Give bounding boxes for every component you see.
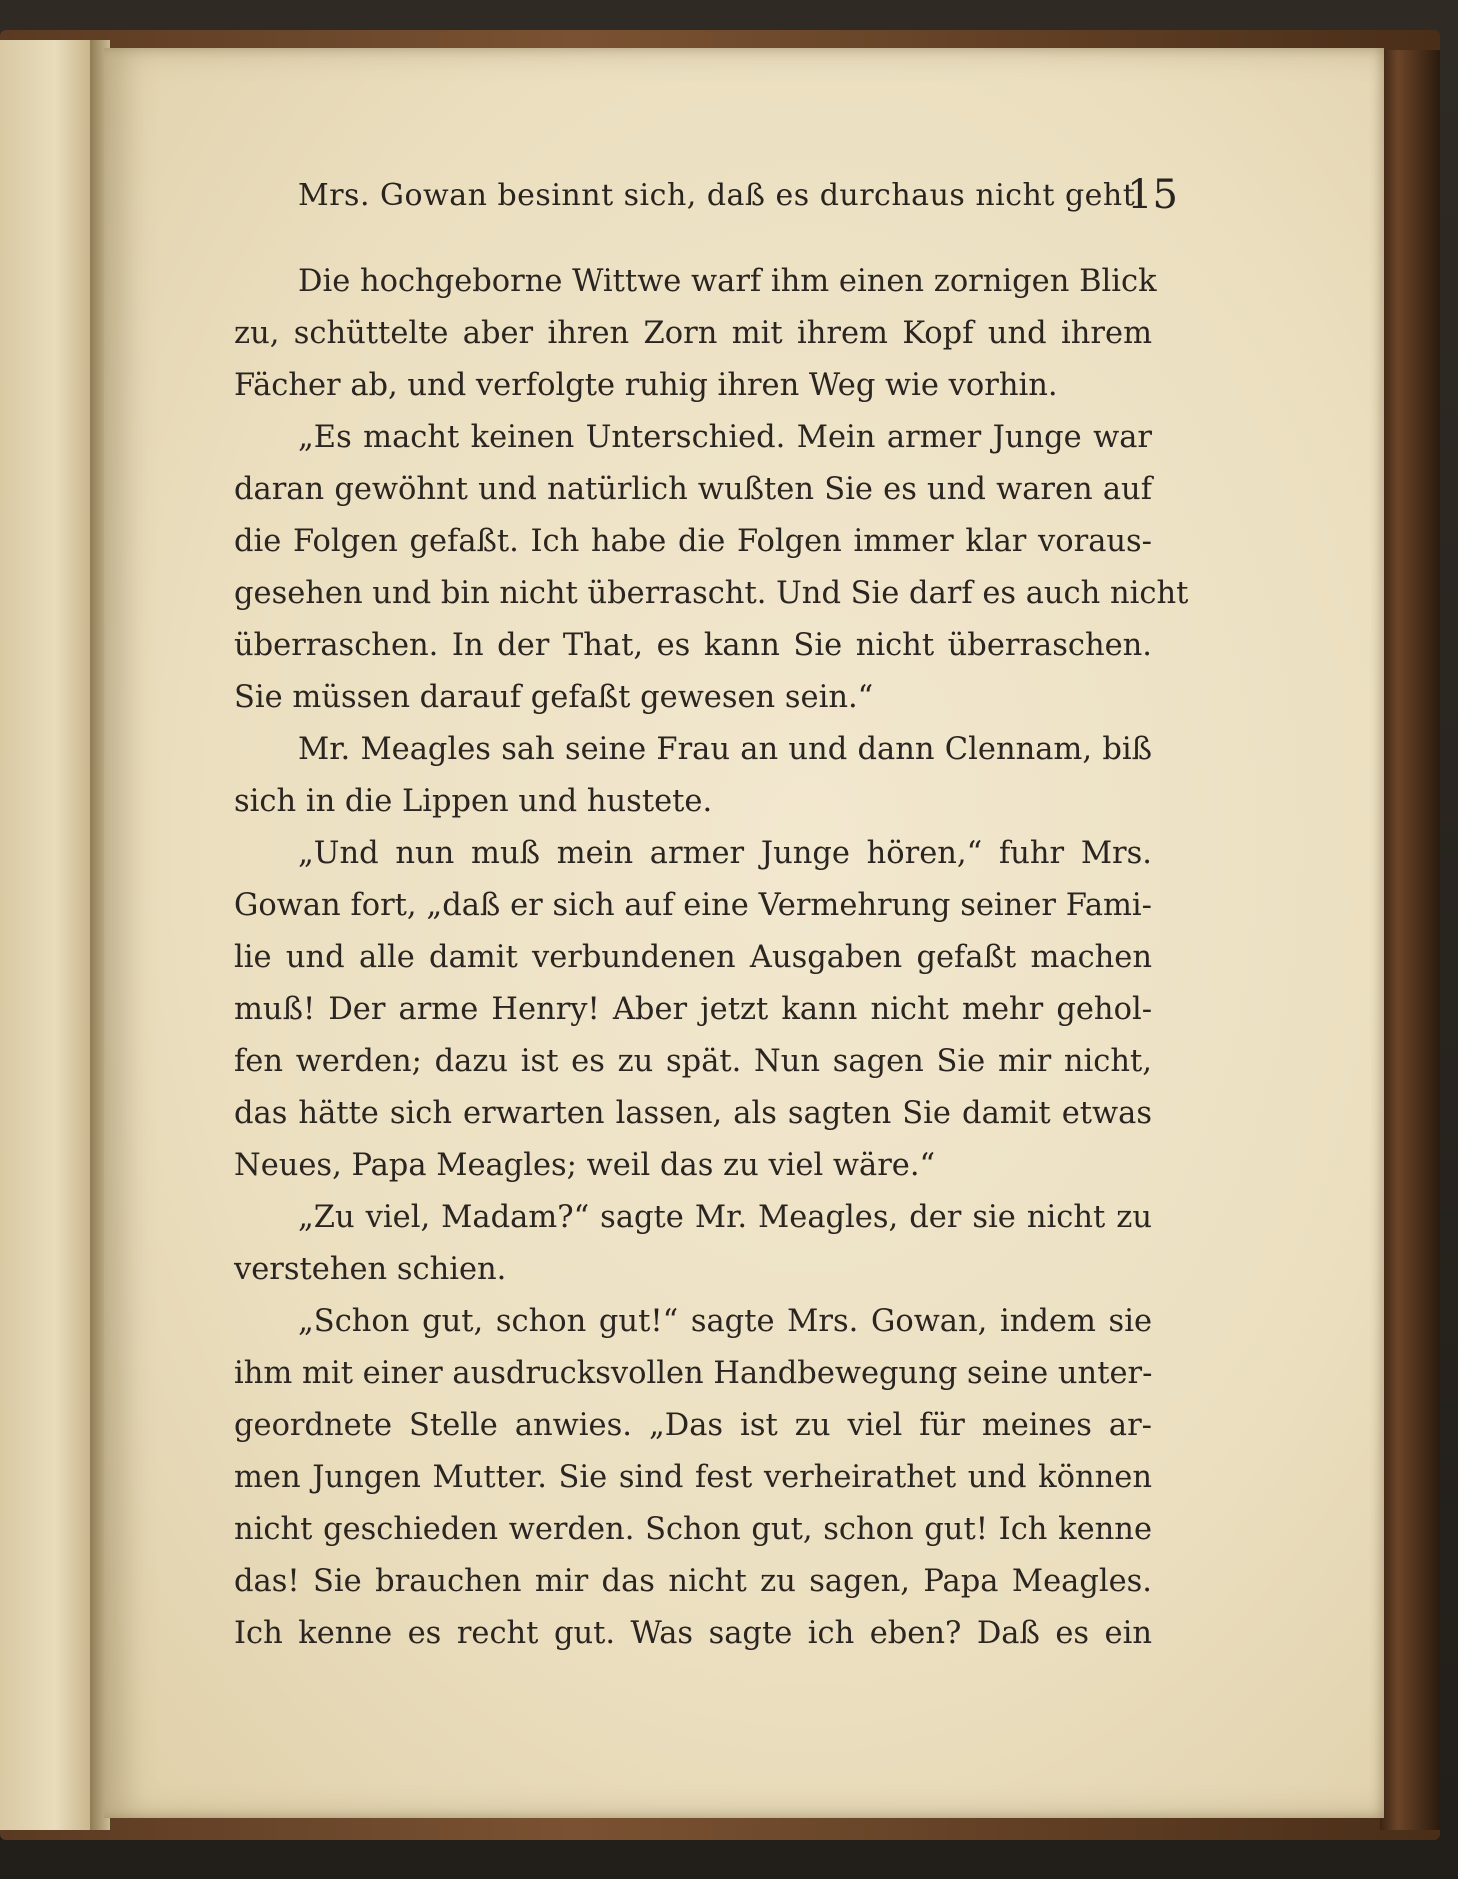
text-line: Mr. Meagles sah seine Frau an und dann Clennam, biß [298,732,1152,767]
text-line: lie und alle damit verbundenen Ausgaben gefaßt machen [234,940,1152,975]
text-line: Sie müssen darauf gefaßt gewesen sein.“ [234,680,874,715]
text-line: verstehen schien. [234,1252,507,1287]
page-number: 15 [1127,172,1178,218]
text-line: daran gewöhnt und natürlich wußten Sie es und waren auf [234,472,1152,507]
text-line: men Jungen Mutter. Sie sind fest verheirathet und können [234,1460,1152,1495]
text-line: zu, schüttelte aber ihren Zorn mit ihrem Kopf und ihrem [234,316,1152,351]
text-line: „Es macht keinen Unterschied. Mein armer Junge war [298,420,1152,455]
running-head: Mrs. Gowan besinnt sich, daß es durchaus nicht geht. [298,178,1146,213]
text-line: Gowan fort, „daß er sich auf eine Vermehrung seiner Fami- [234,888,1152,923]
page-edges-right [1380,50,1440,1830]
text-line: Ich kenne es recht gut. Was sagte ich eben? Daß es ein [234,1616,1152,1651]
text-line: Neues, Papa Meagles; weil das zu viel wäre.“ [234,1148,936,1183]
text-line: die Folgen gefaßt. Ich habe die Folgen immer klar voraus- [234,524,1152,559]
text-line: ihm mit einer ausdrucksvollen Handbewegung seine unter- [234,1356,1153,1391]
left-page-edge [0,40,94,1830]
text-line: das! Sie brauchen mir das nicht zu sagen, Papa Meagles. [234,1564,1152,1599]
text-line: das hätte sich erwarten lassen, als sagten Sie damit etwas [234,1096,1152,1131]
text-line: „Zu viel, Madam?“ sagte Mr. Meagles, der sie nicht zu [298,1200,1152,1235]
text-line: geordnete Stelle anwies. „Das ist zu viel für meines ar- [234,1408,1152,1443]
text-line: „Und nun muß mein armer Junge hören,“ fuhr Mrs. [298,836,1152,871]
text-line: „Schon gut, schon gut!“ sagte Mrs. Gowan, indem sie [298,1304,1152,1339]
text-line: fen werden; dazu ist es zu spät. Nun sagen Sie mir nicht, [234,1044,1152,1079]
text-line: muß! Der arme Henry! Aber jetzt kann nicht mehr gehol- [234,992,1152,1027]
text-line: Fächer ab, und verfolgte ruhig ihren Weg wie vorhin. [234,368,1058,403]
text-line: nicht geschieden werden. Schon gut, schon gut! Ich kenne [234,1512,1152,1547]
text-line: gesehen und bin nicht überrascht. Und Sie darf es auch nicht [234,576,1189,611]
text-line: überraschen. In der That, es kann Sie nicht überraschen. [234,628,1152,663]
body-text [234,256,1189,1660]
text-line: Die hochgeborne Wittwe warf ihm einen zornigen Blick [298,264,1157,299]
text-line: sich in die Lippen und hustete. [234,784,713,819]
